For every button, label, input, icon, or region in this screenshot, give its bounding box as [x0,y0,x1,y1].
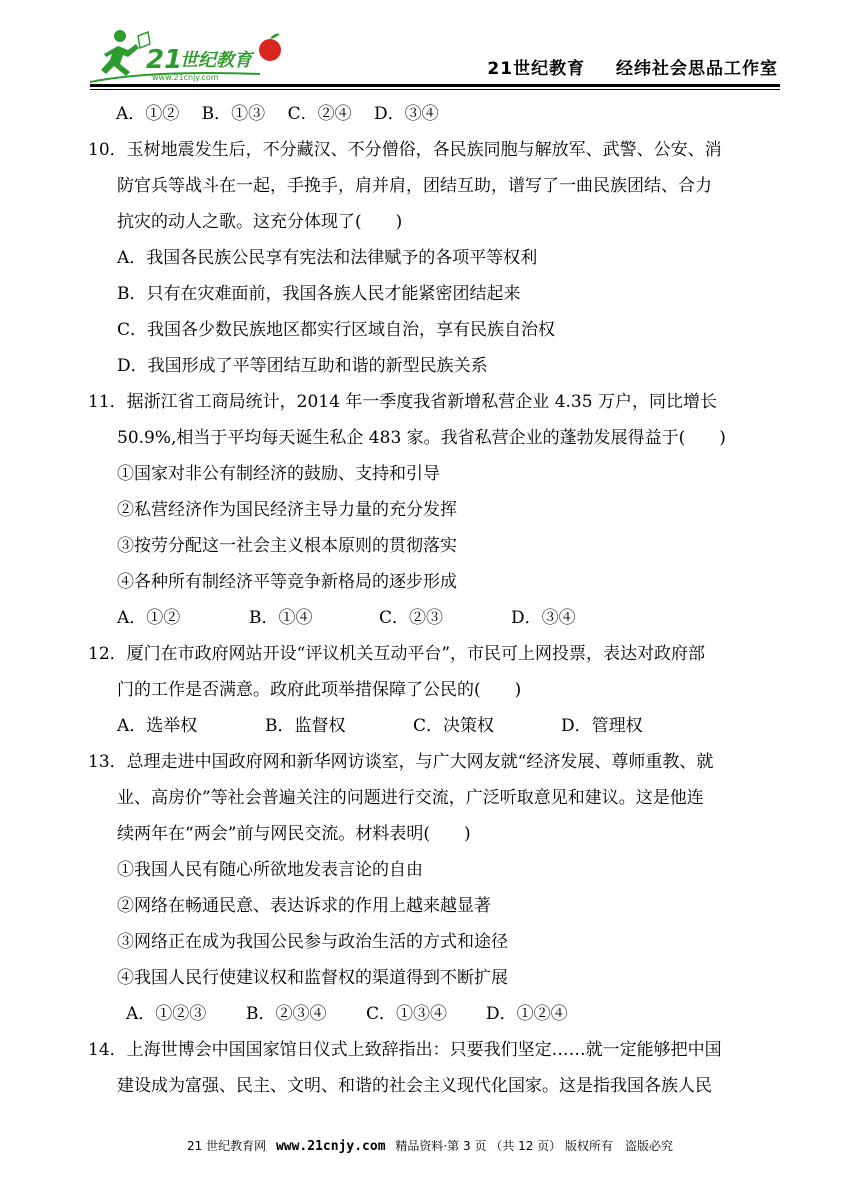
q10-option-b: B．只有在灾难面前，我国各族人民才能紧密团结起来 [117,284,521,304]
q13-statement-4: ④我国人民行使建议权和监督权的渠道得到不断扩展 [117,968,508,988]
q10-text-cont: 抗灾的动人之歌。这充分体现了( ) [117,212,403,232]
header-rule [90,84,780,87]
q13-statement-3: ③网络正在成为我国公民参与政治生活的方式和途径 [117,932,508,952]
svg-text:21: 21 [146,45,183,75]
q11-option-a: A．①② [117,608,181,628]
q13-text-cont: 续两年在“两会”前与网民交流。材料表明( ) [117,824,471,844]
brand-name: 21世纪教育 [487,59,586,79]
q10-option-d: D．我国形成了平等团结互助和谐的新型民族关系 [117,356,488,376]
header-title [463,54,778,79]
q11-option-d: D．③④ [511,608,576,628]
q14-text-cont: 建设成为富强、民主、文明、和谐的社会主义现代化国家。这是指我国各族人民 [117,1076,712,1096]
q12-text-cont: 门的工作是否满意。政府此项举措保障了公民的( ) [117,680,522,700]
q11-statement-3: ③按劳分配这一社会主义根本原则的贯彻落实 [117,536,457,556]
question-content [88,96,788,1104]
q11-option-b: B．①④ [249,608,313,628]
q13-text-cont: 业、高房价”等社会普遍关注的问题进行交流，广泛听取意见和建议。这是他连 [117,788,704,808]
q12-option-a: A．选举权 [117,716,198,736]
q13-option-d: D．①②④ [486,1004,568,1024]
header-rule-thin [90,89,780,90]
q13-option-c: C．①③④ [366,1004,448,1024]
q12-option-c: C．决策权 [413,716,495,736]
q12-option-d: D．管理权 [561,716,643,736]
q11-text: 11．据浙江省工商局统计，2014 年一季度我省新增私营企业 4.35 万户，同比增长 [88,392,717,412]
apple-icon [259,34,281,61]
svg-text:世纪教育: 世纪教育 [180,50,252,71]
q11-statement-2: ②私营经济作为国民经济主导力量的充分发挥 [117,500,457,520]
studio-name: 经纬社会思品工作室 [616,59,778,79]
q10-text: 10．玉树地震发生后，不分藏汉、不分僧俗，各民族同胞与解放军、武警、公安、消 [88,140,722,160]
q12-option-b: B．监督权 [265,716,346,736]
svg-text:www.21cnjy.com: www.21cnjy.com [152,73,219,82]
page-header [90,18,780,86]
q12-text: 12．厦门在市政府网站开设“评议机关互动平台”，市民可上网投票，表达对政府部 [88,644,706,664]
q13-statement-2: ②网络在畅通民意、表达诉求的作用上越来越显著 [117,896,491,916]
q13-options [88,996,788,1032]
q11-statement-1: ①国家对非公有制经济的鼓励、支持和引导 [117,464,440,484]
footer-page-info: 精品资料·第 3 页 （共 12 页） 版权所有 盗版必究 [395,1139,673,1153]
q9-options: A．①② B．①③ C．②④ D．③④ [116,104,439,124]
q13-option-b: B．②③④ [246,1004,327,1024]
q13-text: 13．总理走进中国政府网和新华网访谈室，与广大网友就“经济发展、尊师重教、就 [88,752,714,772]
21cnjy-logo [90,24,290,84]
footer-url[interactable]: www.21cnjy.com [275,1139,386,1154]
q10-option-c: C．我国各少数民族地区都实行区域自治，享有民族自治权 [117,320,556,340]
q11-text-cont: 50.9%,相当于平均每天诞生私企 483 家。我省私营企业的蓬勃发展得益于( ) [117,428,726,448]
footer-site-name: 21 世纪教育网 [187,1139,267,1153]
q13-statement-1: ①我国人民有随心所欲地发表言论的自由 [117,860,423,880]
q11-statement-4: ④各种所有制经济平等竞争新格局的逐步形成 [117,572,457,592]
runner-icon [101,30,139,76]
q11-options [88,600,788,636]
q10-option-a: A．我国各民族公民享有宪法和法律赋予的各项平等权利 [117,248,538,268]
page-footer [0,1137,860,1154]
q13-option-a: A．①②③ [126,1004,207,1024]
q10-text-cont: 防官兵等战斗在一起，手挽手，肩并肩，团结互助，谱写了一曲民族团结、合力 [117,176,712,196]
q12-options [88,708,788,744]
q11-option-c: C．②③ [379,608,444,628]
q14-text: 14．上海世博会中国国家馆日仪式上致辞指出：只要我们坚定……就一定能够把中国 [88,1040,722,1060]
